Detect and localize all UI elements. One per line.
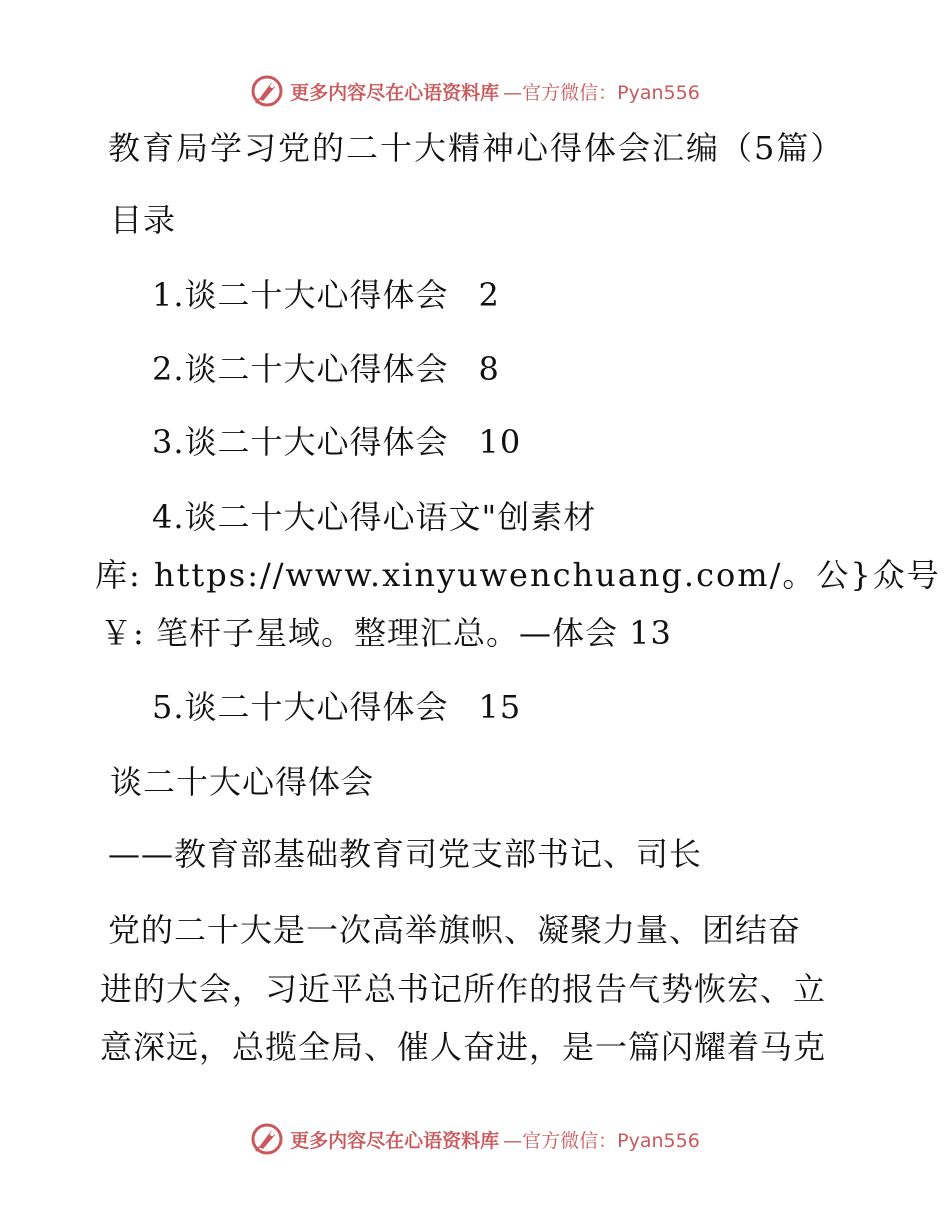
toc-entry-page: 15 bbox=[478, 688, 522, 726]
header-watermark bbox=[0, 71, 950, 111]
toc-entry-page: 10 bbox=[478, 423, 522, 461]
toc-entry-text: 3.谈二十大心得体会 bbox=[152, 423, 449, 461]
document-title: 教育局学习党的二十大精神心得体会汇编（5篇） bbox=[108, 129, 845, 167]
toc-entry-4-line-2: 库: https://www.xinyuwenchuang.com/。公}众号 bbox=[95, 556, 941, 594]
watermark-library-text: 更多内容尽在心语资料库 bbox=[290, 81, 500, 104]
toc-entry-text: 4.谈二十大心得心语文"创素材 bbox=[152, 498, 597, 536]
pen-nib-logo-icon bbox=[250, 74, 284, 108]
toc-entry-1[interactable] bbox=[152, 275, 500, 315]
toc-entry-4[interactable] bbox=[152, 497, 596, 537]
section-title: 谈二十大心得体会 bbox=[110, 763, 375, 801]
toc-label: 目录 bbox=[110, 201, 177, 239]
watermark-wechat-text: —官方微信：Pyan556 bbox=[503, 81, 700, 104]
toc-entry-5[interactable] bbox=[152, 687, 521, 727]
toc-entry-page: 8 bbox=[478, 350, 500, 388]
toc-entry-page: 2 bbox=[478, 276, 500, 314]
watermark-library-text: 更多内容尽在心语资料库 bbox=[290, 1129, 500, 1152]
toc-entry-text: 5.谈二十大心得体会 bbox=[152, 688, 449, 726]
toc-entry-3[interactable] bbox=[152, 422, 521, 462]
pen-nib-logo-icon bbox=[250, 1122, 284, 1156]
toc-entry-2[interactable] bbox=[152, 349, 500, 389]
paragraph-line: 进的大会，习近平总书记所作的报告气势恢宏、立 bbox=[100, 970, 827, 1008]
toc-entry-text: 2.谈二十大心得体会 bbox=[152, 350, 449, 388]
watermark-wechat-text: —官方微信：Pyan556 bbox=[503, 1129, 700, 1152]
toc-entry-text: 1.谈二十大心得体会 bbox=[152, 276, 449, 314]
paragraph-line: 党的二十大是一次高举旗帜、凝聚力量、团结奋 bbox=[108, 911, 802, 949]
paragraph-line: 意深远，总揽全局、催人奋进，是一篇闪耀着马克 bbox=[100, 1028, 827, 1066]
footer-watermark bbox=[0, 1119, 950, 1159]
toc-entry-4-line-3: ￥: 笔杆子星域。整理汇总。—体会 13 bbox=[100, 614, 672, 652]
section-author: ——教育部基础教育司党支部书记、司长 bbox=[108, 835, 703, 873]
